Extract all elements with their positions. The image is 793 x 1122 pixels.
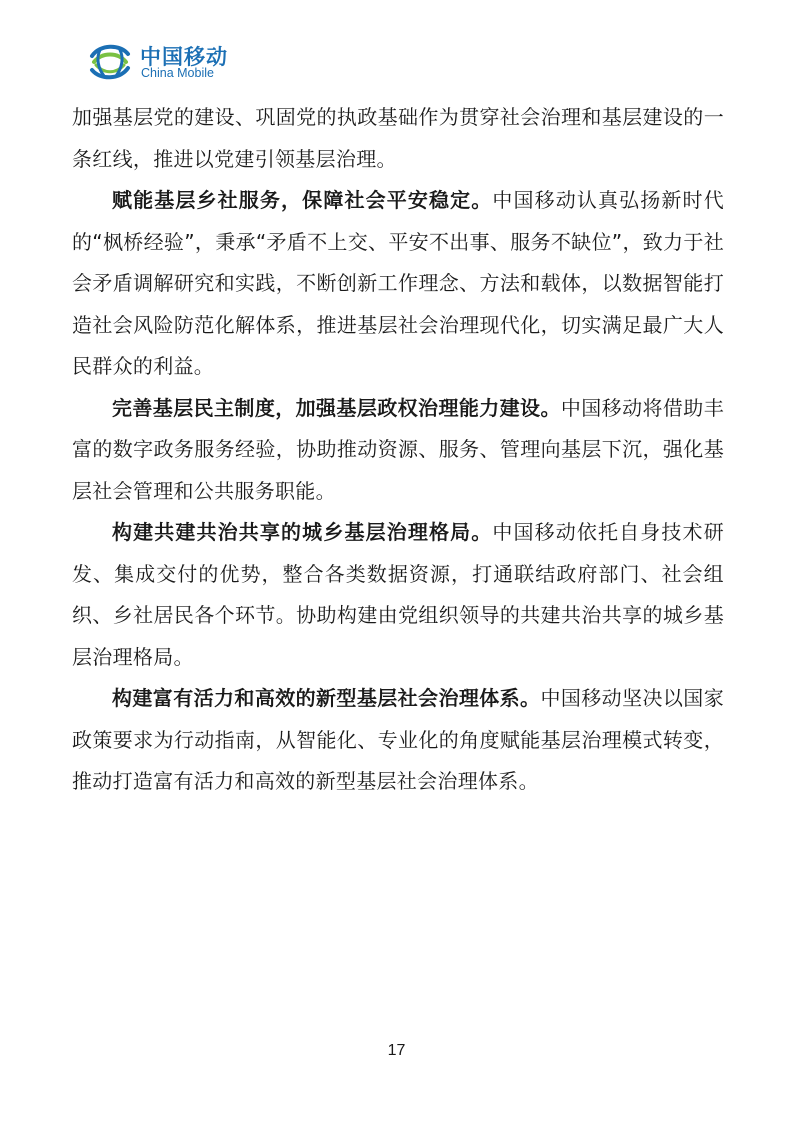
paragraph-5-text: 中国移动坚决以国家政策要求为行动指南，从智能化、专业化的角度赋能基层治理模式转变，推动打造富有活力和高效的新型基层社会治理体系。 xyxy=(72,686,724,793)
document-body xyxy=(72,97,724,803)
paragraph-1-text: 加强基层党的建设、巩固党的执政基础作为贯穿社会治理和基层建设的一条红线，推进以党建引领基层治理。 xyxy=(72,105,724,171)
paragraph-1 xyxy=(72,97,724,180)
paragraph-4 xyxy=(72,512,724,678)
paragraph-5 xyxy=(72,678,724,803)
paragraph-4-lead: 构建共建共治共享的城乡基层治理格局。 xyxy=(112,520,493,544)
paragraph-2-text: 中国移动认真弘扬新时代的“枫桥经验”，秉承“矛盾不上交、平安不出事、服务不缺位”，致力于社会矛盾调解研究和实践，不断创新工作理念、方法和载体，以数据智能打造社会风险防范化解体系，推进基层社会治理现代化，切实满足最广大人民群众的利益。 xyxy=(72,188,724,378)
paragraph-2 xyxy=(72,180,724,388)
china-mobile-logo-icon xyxy=(86,38,134,86)
paragraph-3 xyxy=(72,388,724,513)
logo-chinese-name: 中国移动 xyxy=(140,45,228,69)
logo-english-name: China Mobile xyxy=(141,66,214,80)
paragraph-3-lead: 完善基层民主制度，加强基层政权治理能力建设。 xyxy=(112,395,561,420)
paragraph-4-text: 中国移动依托自身技术研发、集成交付的优势，整合各类数据资源，打通联结政府部门、社会组织、乡社居民各个环节。协助构建由党组织领导的共建共治共享的城乡基层治理格局。 xyxy=(72,520,724,669)
paragraph-3-text: 中国移动将借助丰富的数字政务服务经验，协助推动资源、服务、管理向基层下沉，强化基层社会管理和公共服务职能。 xyxy=(72,395,724,503)
paragraph-2-lead: 赋能基层乡社服务，保障社会平安稳定。 xyxy=(112,188,493,212)
paragraph-5-lead: 构建富有活力和高效的新型基层社会治理体系。 xyxy=(112,686,541,710)
header-logo xyxy=(86,38,246,90)
page-number: 17 xyxy=(387,1042,406,1059)
